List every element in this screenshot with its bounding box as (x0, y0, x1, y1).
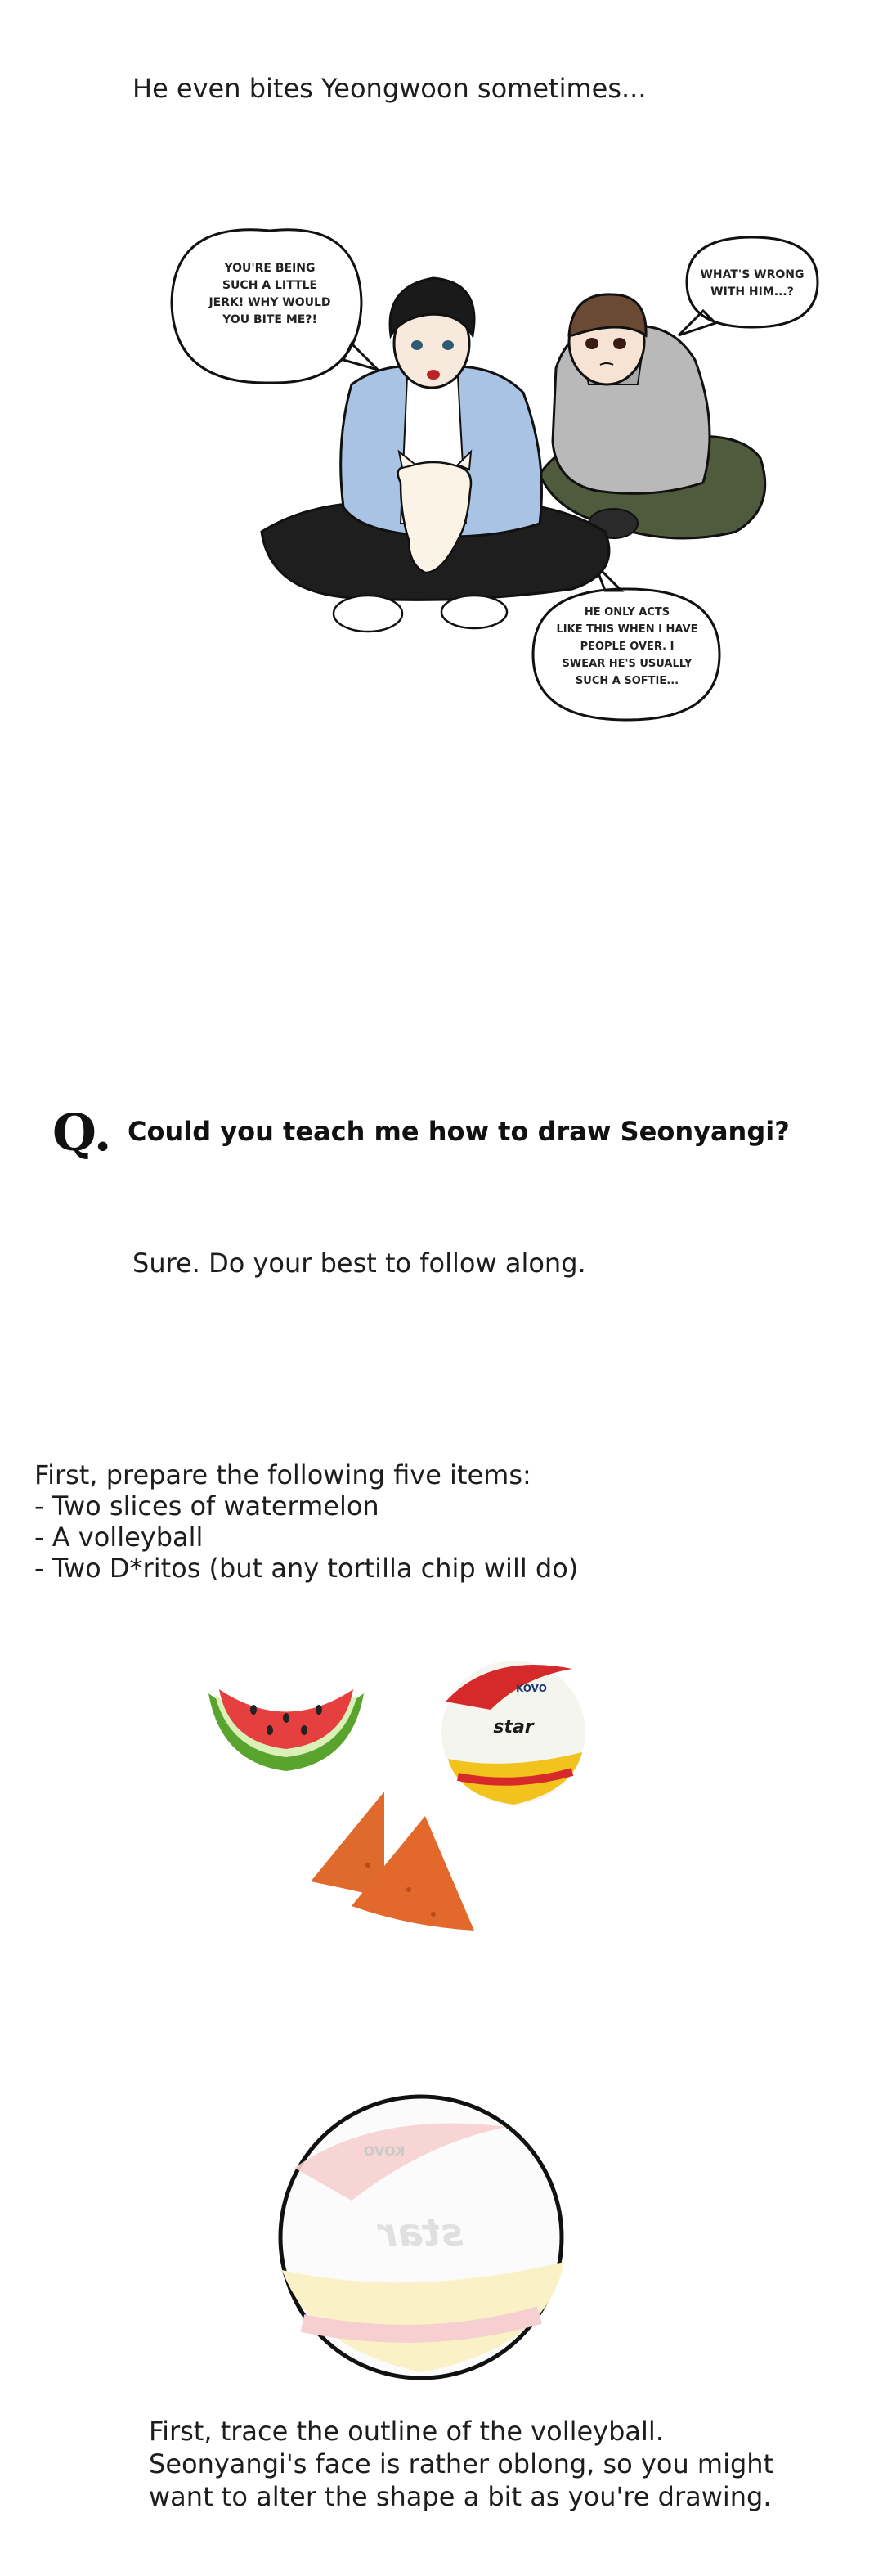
volleyball-image (441, 1661, 585, 1805)
items-list (34, 1459, 578, 1584)
items-line-3: - Two D*ritos (but any tortilla chip will do) (34, 1553, 579, 1584)
character-right (540, 294, 765, 538)
items-illustration (0, 1603, 883, 1980)
answer-text: Sure. Do your best to follow along. (132, 1248, 586, 1279)
items-line-0: First, prepare the following five items: (34, 1459, 531, 1490)
traced-volleyball-logo-text: star (379, 2210, 464, 2255)
question-letter: Q. (52, 1103, 112, 1162)
question-text: Could you teach me how to draw Seonyangi? (128, 1116, 790, 1147)
traced-volleyball-illustration (0, 2078, 883, 2389)
volleyball-brand-text: KOVO (516, 1683, 547, 1694)
bubble-right-text: WHAT'S WRONG WITH HIM...? (700, 268, 805, 299)
bubble-left-text: YOU'RE BEING SUCH A LITTLE JERK! WHY WOULD YOU BITE ME?! (208, 262, 331, 326)
tortilla-chips-image (311, 1792, 474, 1931)
comic-illustration (0, 0, 883, 736)
traced-volleyball-brand-text: KOVO (363, 2143, 406, 2159)
items-line-2: - A volleyball (34, 1522, 204, 1553)
bubble-bottom-text: HE ONLY ACTS LIKE THIS WHEN I HAVE PEOPLE OVER. I SWEAR HE'S USUALLY SUCH A SOFTIE... (556, 606, 698, 687)
volleyball-logo-text: star (493, 1717, 534, 1738)
panel1-caption: He even bites Yeongwoon sometimes... (132, 73, 647, 104)
watermelon-slice-image (208, 1689, 364, 1771)
items-line-1: - Two slices of watermelon (34, 1490, 379, 1522)
step1-caption: First, trace the outline of the volleyball. Seonyangi's face is rather oblong, so you might want to alter the shape a bit as you're drawing. (149, 2416, 774, 2512)
